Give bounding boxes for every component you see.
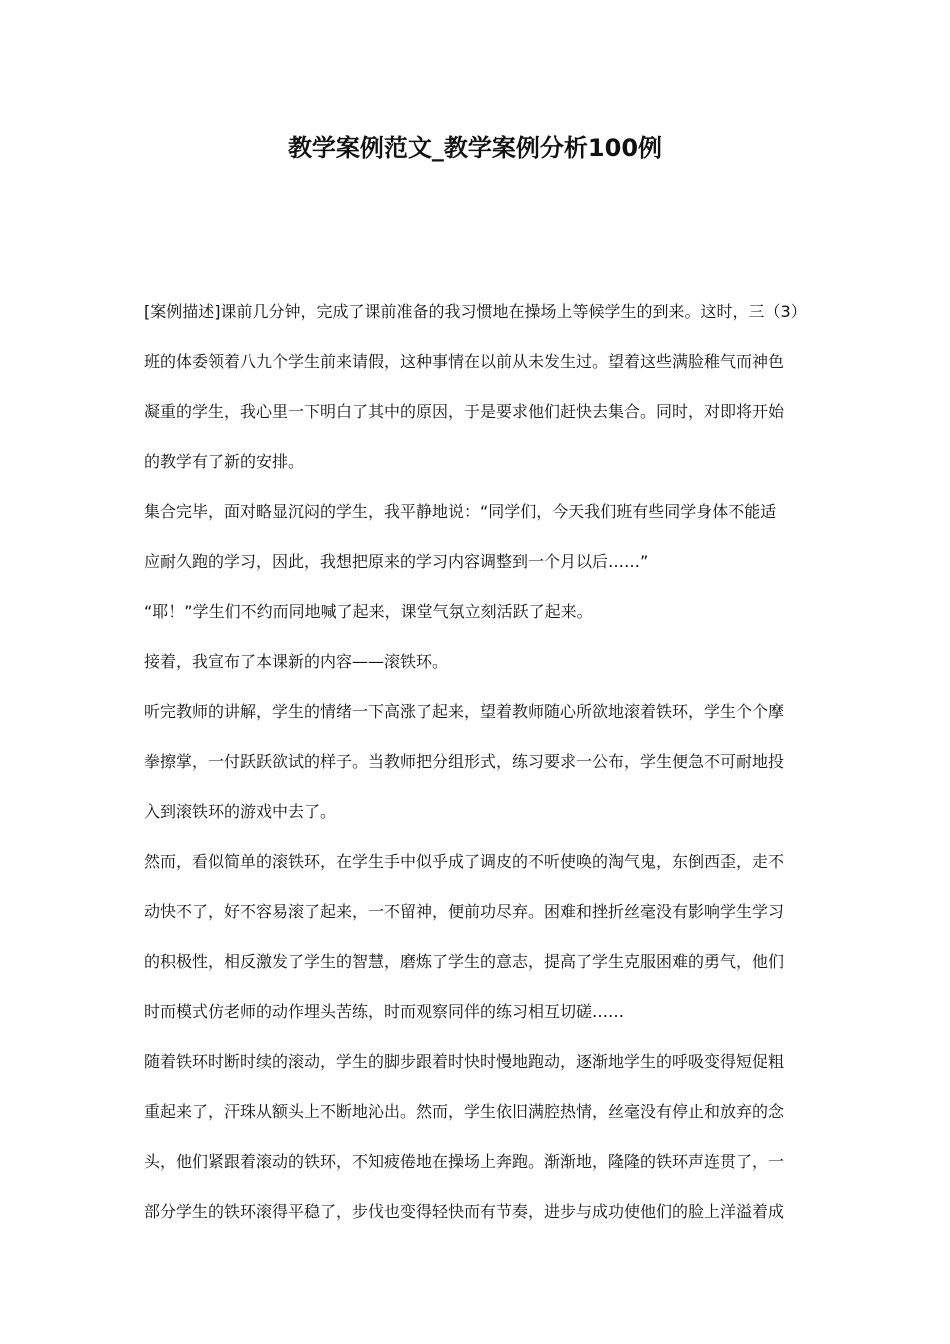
text-line: 动快不了，好不容易滚了起来，一不留神，便前功尽弃。困难和挫折丝毫没有影响学生学习	[144, 902, 785, 921]
text-line: 随着铁环时断时续的滚动，学生的脚步跟着时快时慢地跑动，逐渐地学生的呼吸变得短促粗	[144, 1052, 785, 1071]
text-line: 然而，看似简单的滚铁环，在学生手中似乎成了调皮的不听使唤的淘气鬼，东倒西歪，走不	[144, 852, 785, 871]
text-line: 部分学生的铁环滚得平稳了，步伐也变得轻快而有节奏，进步与成功使他们的脸上洋溢着成	[144, 1202, 785, 1221]
text-line: 凝重的学生，我心里一下明白了其中的原因，于是要求他们赶快去集合。同时，对即将开始	[144, 402, 785, 421]
text-line: 入到滚铁环的游戏中去了。	[144, 802, 337, 821]
text-line: 接着，我宣布了本课新的内容——滚铁环。	[144, 652, 449, 671]
text-line: 头，他们紧跟着滚动的铁环，不知疲倦地在操场上奔跑。渐渐地，隆隆的铁环声连贯了，一	[144, 1152, 785, 1171]
document-body	[144, 294, 814, 1244]
text-line: 时而模式仿老师的动作埋头苦练，时而观察同伴的练习相互切磋……	[144, 1002, 625, 1021]
text-line: 听完教师的讲解，学生的情绪一下高涨了起来，望着教师随心所欲地滚着铁环，学生个个摩	[144, 702, 785, 721]
text-line: 集合完毕，面对略显沉闷的学生，我平静地说：“同学们，今天我们班有些同学身体不能适	[144, 502, 777, 521]
text-line: “耶！”学生们不约而同地喊了起来，课堂气氛立刻活跃了起来。	[144, 602, 593, 621]
text-line: [案例描述]课前几分钟，完成了课前准备的我习惯地在操场上等候学生的到来。这时，三（3）	[144, 302, 807, 321]
text-line: 班的体委领着八九个学生前来请假，这种事情在以前从未发生过。望着这些满脸稚气而神色	[144, 352, 785, 371]
document-title: 教学案例范文_教学案例分析100例	[287, 134, 663, 162]
text-line: 应耐久跑的学习，因此，我想把原来的学习内容调整到一个月以后……”	[144, 552, 649, 571]
text-line: 重起来了，汗珠从额头上不断地沁出。然而，学生依旧满腔热情，丝毫没有停止和放弃的念	[144, 1102, 785, 1121]
text-line: 拳擦掌，一付跃跃欲试的样子。当教师把分组形式，练习要求一公布，学生便急不可耐地投	[144, 752, 785, 771]
text-line: 的积极性，相反激发了学生的智慧，磨炼了学生的意志，提高了学生克服困难的勇气，他们	[144, 952, 785, 971]
text-line: 的教学有了新的安排。	[144, 452, 305, 471]
